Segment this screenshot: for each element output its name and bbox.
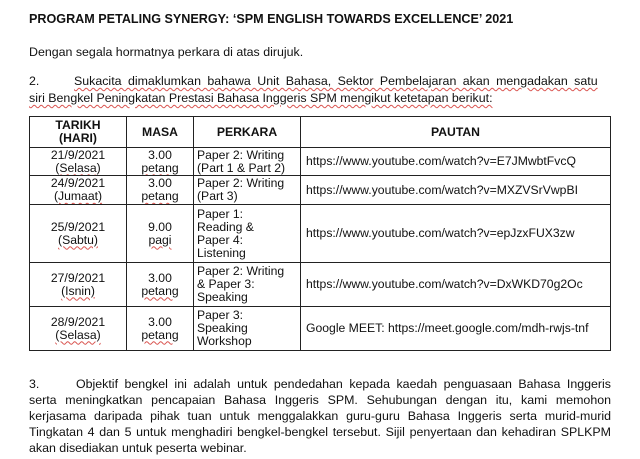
row-period: petang (141, 189, 179, 203)
perkara-line: Listening (197, 245, 246, 260)
row-time: 3.00 (148, 314, 172, 329)
paragraph-3-text: Objektif bengkel ini adalah untuk pendedahan kepada kaedah penguasaan Bahasa Inggeris serta meningkatkan pencapaian Bahasa Inggeris SPM. Sehubungan dengan itu, kami memohon kerjasama daripada pihak tuan untuk menggalakkan guru-guru Bahasa Inggeris serta murid-murid Tingkatan 4 dan 5 untuk menghadiri bengkel-bengkel tersebut. Sijil penyertaan dan kehadiran SPLKPM akan disediakan untuk peserta webinar. (29, 377, 611, 455)
paragraph-3 (29, 376, 611, 456)
header-tarikh (30, 117, 127, 148)
table-row (30, 148, 611, 176)
row-date: 28/9/2021 (50, 314, 106, 329)
cell-pautan[interactable]: https://www.youtube.com/watch?v=DxWKD70g2Oc (301, 263, 611, 307)
cell-pautan[interactable]: https://www.youtube.com/watch?v=E7JMwbtFvcQ (301, 148, 611, 176)
cell-masa (127, 205, 194, 263)
cell-masa (127, 307, 194, 351)
row-time: 3.00 (148, 270, 172, 285)
header-perkara: PERKARA (194, 117, 301, 148)
perkara-line: Paper 2: Writing (197, 176, 285, 190)
perkara-line: Speaking (197, 321, 248, 335)
row-day: (Sabtu) (58, 232, 98, 247)
row-day: (Jumaat) (53, 189, 103, 203)
header-tarikh-line-1: TARIKH (55, 118, 101, 132)
row-period: petang (141, 327, 179, 342)
row-date: 24/9/2021 (50, 176, 106, 190)
cell-pautan[interactable]: https://www.youtube.com/watch?v=MXZVSrVwpBI (301, 176, 611, 205)
cell-tarikh (30, 205, 127, 263)
perkara-line: Paper 2: Writing (197, 147, 285, 162)
schedule-table (29, 116, 611, 351)
paragraph-2-line-1 (29, 74, 598, 88)
perkara-line: Reading & (197, 219, 254, 234)
row-date: 27/9/2021 (50, 270, 106, 285)
row-period: pagi (148, 232, 172, 247)
paragraph-2-number: 2. (29, 74, 40, 88)
perkara-line: Paper 2: Writing (197, 264, 285, 278)
perkara-line: (Part 1 & Part 2) (197, 160, 286, 175)
perkara-line: Paper 4: (197, 232, 244, 247)
cell-tarikh (30, 263, 127, 307)
perkara-line: Paper 1: (197, 206, 244, 221)
row-time: 3.00 (148, 176, 172, 190)
header-masa: MASA (127, 117, 194, 148)
cell-perkara (194, 307, 301, 351)
cell-pautan[interactable]: Google MEET: https://meet.google.com/mdh-rwjs-tnf (301, 307, 611, 351)
cell-perkara (194, 205, 301, 263)
row-day: (Isnin) (61, 283, 95, 298)
table-row (30, 263, 611, 307)
cell-tarikh (30, 176, 127, 205)
cell-masa (127, 263, 194, 307)
perkara-line: Paper 3: (197, 308, 244, 322)
perkara-line: Speaking (197, 290, 248, 304)
row-day: (Selasa) (55, 327, 101, 342)
table-header-row (30, 117, 611, 148)
row-time: 9.00 (148, 219, 172, 234)
cell-tarikh (30, 307, 127, 351)
table-row (30, 307, 611, 351)
perkara-line: (Part 3) (197, 189, 238, 203)
cell-masa (127, 148, 194, 176)
header-pautan: PAUTAN (301, 117, 611, 148)
table-row (30, 176, 611, 205)
header-tarikh-line-2: (HARI) (59, 131, 97, 145)
row-period: petang (141, 160, 179, 175)
paragraph-2-text: Sukacita dimaklumkan bahawa Unit Bahasa, Sektor Pembelajaran akan mengadakan satu (74, 74, 598, 88)
row-date: 21/9/2021 (50, 147, 106, 162)
cell-perkara (194, 263, 301, 307)
perkara-line: Workshop (197, 334, 252, 348)
cell-perkara (194, 148, 301, 176)
cell-perkara (194, 176, 301, 205)
paragraph-2-line-2: siri Bengkel Peningkatan Prestasi Bahasa Inggeris SPM mengikut ketetapan berikut: (29, 91, 493, 105)
row-period: petang (141, 283, 179, 298)
table-row (30, 205, 611, 263)
row-date: 25/9/2021 (50, 219, 106, 234)
cell-masa (127, 176, 194, 205)
row-time: 3.00 (148, 147, 172, 162)
intro-paragraph: Dengan segala hormatnya perkara di atas dirujuk. (29, 45, 304, 59)
perkara-line: & Paper 3: (197, 277, 255, 291)
document-title: PROGRAM PETALING SYNERGY: ‘SPM ENGLISH TOWARDS EXCELLENCE’ 2021 (29, 12, 514, 26)
paragraph-3-number: 3. (29, 377, 40, 391)
cell-pautan[interactable]: https://www.youtube.com/watch?v=epJzxFUX3zw (301, 205, 611, 263)
cell-tarikh (30, 148, 127, 176)
row-day: (Selasa) (55, 160, 101, 175)
